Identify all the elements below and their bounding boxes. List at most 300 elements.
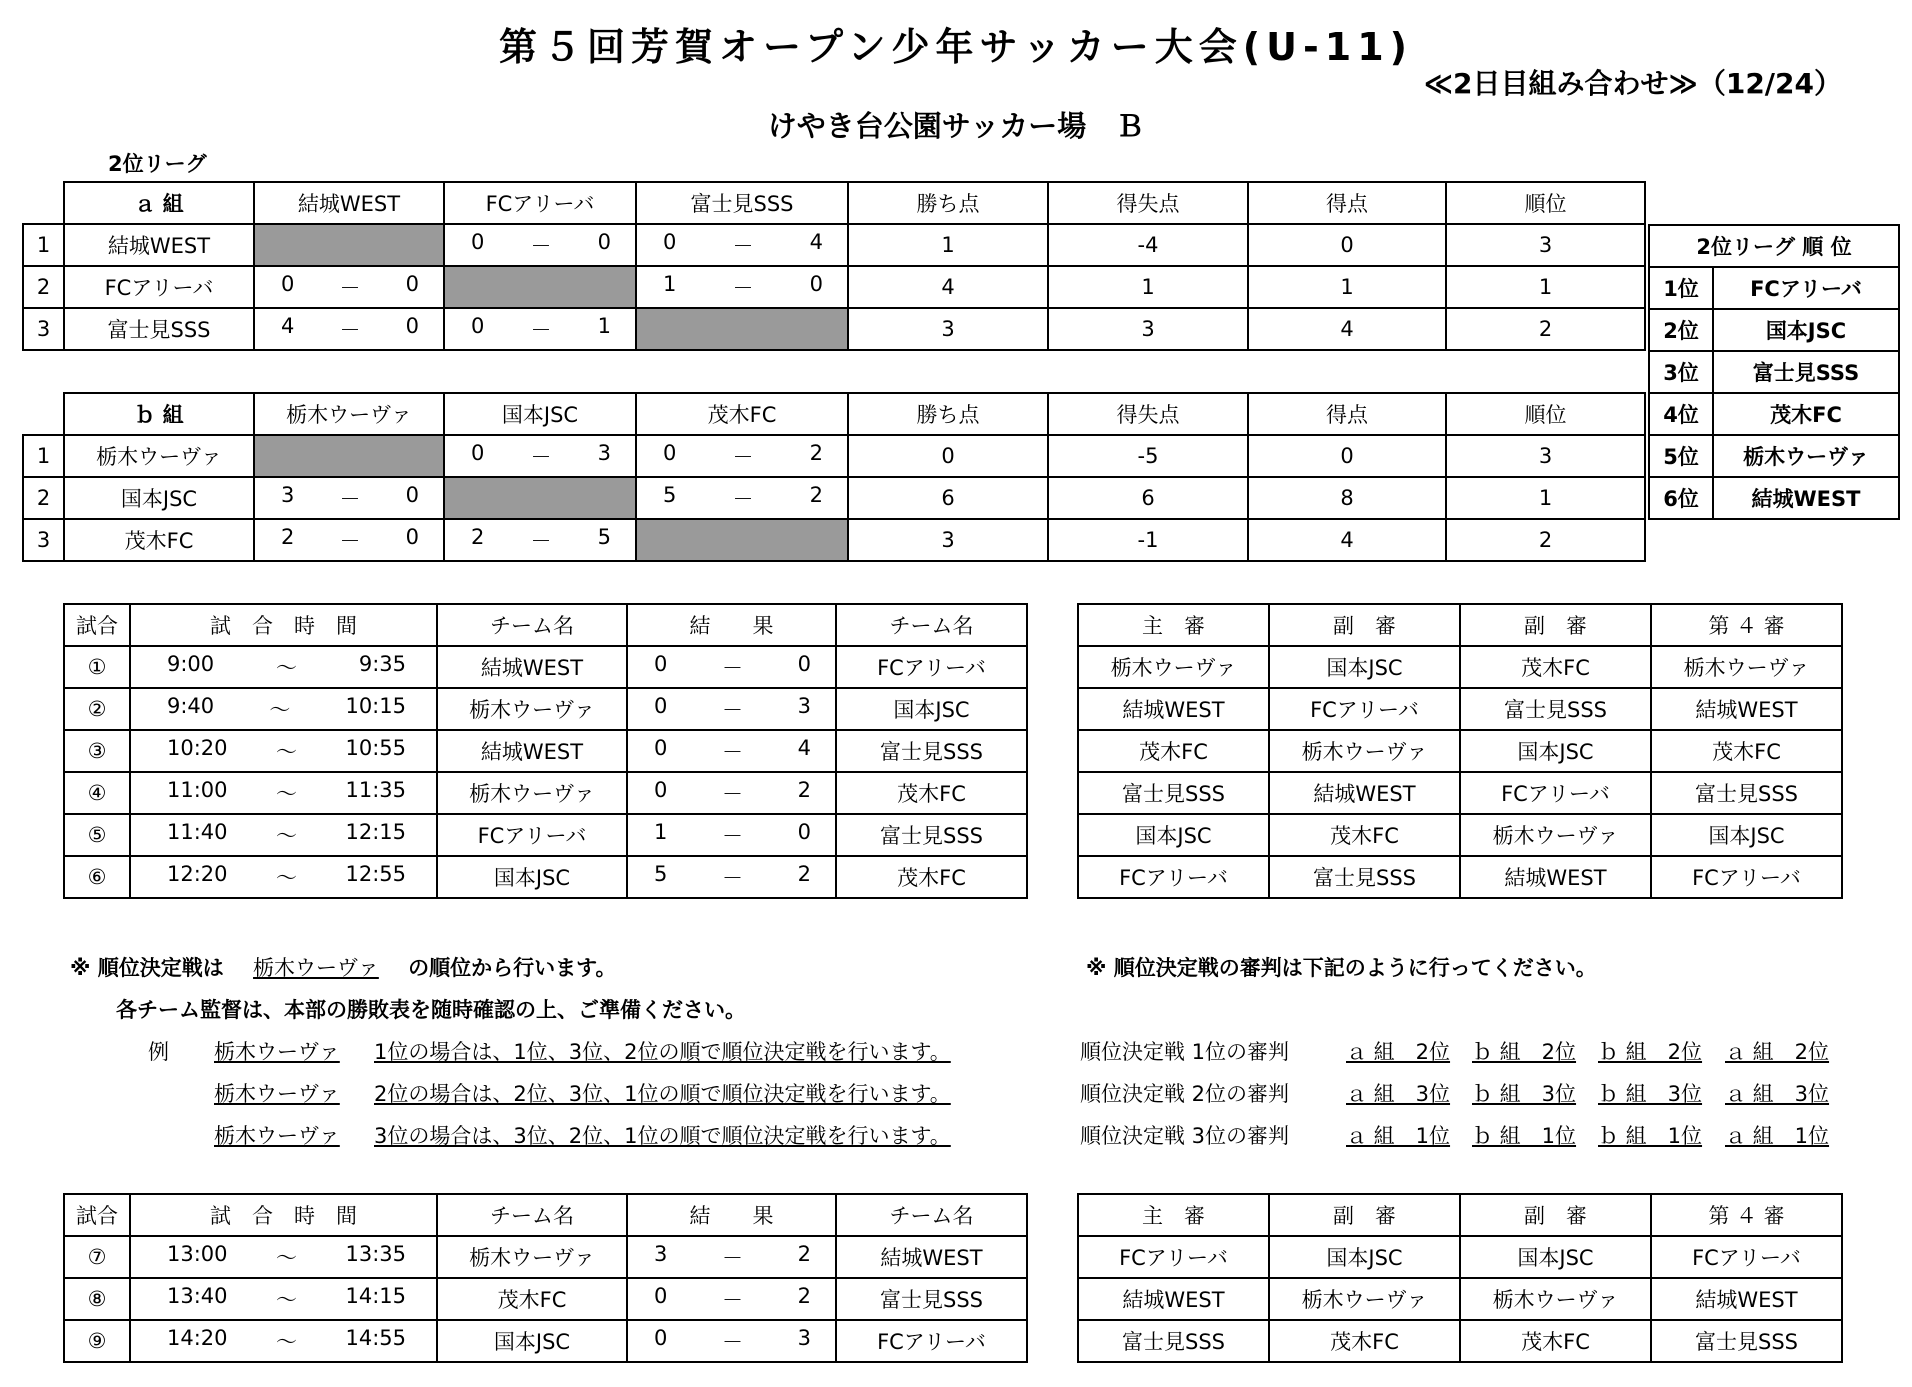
match-row — [64, 772, 1027, 814]
header-result: 結 果 — [627, 1194, 836, 1236]
score-left: 0 — [281, 272, 295, 296]
match-number: ⑧ — [64, 1278, 130, 1320]
score-home: 0 — [654, 652, 668, 676]
self-match-cell — [444, 477, 636, 519]
column-header: 栃木ウーヴァ — [254, 393, 444, 435]
goal-diff: 1 — [1048, 266, 1248, 308]
score-home: 0 — [654, 736, 668, 760]
match-number: ① — [64, 646, 130, 688]
goal-diff: -4 — [1048, 224, 1248, 266]
score-left: 4 — [281, 314, 295, 338]
match-time — [130, 814, 437, 856]
tilde: ～ — [269, 698, 291, 722]
score-right: 0 — [405, 314, 419, 338]
score-dash: － — [732, 487, 754, 511]
row-number: 2 — [23, 266, 64, 308]
score-right: 2 — [809, 441, 823, 465]
ranking-row — [1649, 435, 1899, 477]
referee-team: 栃木ウーヴァ — [1078, 646, 1269, 688]
tilde: ～ — [276, 866, 297, 890]
match-row — [64, 1278, 1027, 1320]
tilde: ～ — [276, 740, 297, 764]
schedule-table-1 — [63, 603, 1028, 899]
example-text: 3位の場合は、3位、2位、1位の順で順位決定戦を行います。 — [374, 1124, 951, 1148]
venue-title: けやき台公園サッカー場 Ｂ — [767, 109, 1145, 143]
match-score — [444, 308, 636, 350]
away-team: 茂木FC — [836, 772, 1027, 814]
score-away: 2 — [797, 862, 811, 886]
away-team: 結城WEST — [836, 1236, 1027, 1278]
away-team: 富士見SSS — [836, 730, 1027, 772]
score-right: 0 — [809, 272, 823, 296]
referee-team: FCアリーバ — [1460, 772, 1651, 814]
referee-team: 国本JSC — [1460, 1236, 1651, 1278]
score-away: 3 — [797, 694, 811, 718]
score-dash: － — [722, 740, 743, 764]
referee-team: 富士見SSS — [1460, 688, 1651, 730]
note-line-1: ※ 順位決定戦は 栃木ウーヴァ の順位から行います。 — [70, 956, 617, 980]
group-name: ａ 組 — [64, 182, 254, 224]
referee-team: FCアリーバ — [1269, 688, 1460, 730]
match-number: ③ — [64, 730, 130, 772]
header-match: 試合 — [64, 604, 130, 646]
ref-rule-assignment: ａ 組 1位 — [1725, 1124, 1830, 1148]
rank: 3 — [1446, 435, 1645, 477]
score-dash: － — [722, 782, 743, 806]
start-time: 11:00 — [167, 778, 228, 802]
referee-team: FCアリーバ — [1078, 1236, 1269, 1278]
score-dash: － — [732, 234, 754, 258]
score-dash: － — [530, 445, 552, 469]
example-text: 1位の場合は、1位、3位、2位の順で順位決定戦を行います。 — [374, 1040, 951, 1064]
header-time: 試 合 時 間 — [130, 1194, 437, 1236]
score-away: 2 — [797, 778, 811, 802]
match-time — [130, 1236, 437, 1278]
schedule-header-row — [64, 1194, 1027, 1236]
ref-note: ※ 順位決定戦の審判は下記のように行ってください。 — [1086, 956, 1597, 980]
row-number: 1 — [23, 224, 64, 266]
referee-team: 富士見SSS — [1078, 772, 1269, 814]
rank: 2 — [1446, 308, 1645, 350]
blank-cell — [23, 182, 64, 224]
score-right: 0 — [405, 272, 419, 296]
header-main-ref: 主 審 — [1078, 604, 1269, 646]
goals: 4 — [1248, 519, 1446, 561]
points: 3 — [848, 519, 1048, 561]
row-number: 3 — [23, 308, 64, 350]
referee-team: 国本JSC — [1651, 814, 1842, 856]
ranking-position: 2位 — [1649, 309, 1713, 351]
header-fourth-ref: 第 ４ 審 — [1651, 604, 1842, 646]
match-score — [636, 435, 848, 477]
score-left: 3 — [281, 483, 295, 507]
score-left: 0 — [471, 230, 485, 254]
ref-rule-label: 順位決定戦 3位の審判 — [1080, 1124, 1290, 1148]
end-time: 12:15 — [345, 820, 406, 844]
end-time: 9:35 — [358, 652, 406, 676]
start-time: 10:20 — [167, 736, 228, 760]
goal-diff: 3 — [1048, 308, 1248, 350]
match-time — [130, 730, 437, 772]
score-right: 4 — [809, 230, 823, 254]
match-score — [444, 519, 636, 561]
ref-rule-assignment: ｂ 組 1位 — [1472, 1124, 1577, 1148]
column-header: 結城WEST — [254, 182, 444, 224]
referee-row — [1078, 814, 1842, 856]
match-result — [627, 772, 836, 814]
tilde: ～ — [276, 656, 297, 680]
score-home: 3 — [654, 1242, 668, 1266]
start-time: 11:40 — [167, 820, 228, 844]
referee-row — [1078, 772, 1842, 814]
column-header: 茂木FC — [636, 393, 848, 435]
self-match-cell — [444, 266, 636, 308]
match-row — [64, 1236, 1027, 1278]
points: 3 — [848, 308, 1048, 350]
points: 6 — [848, 477, 1048, 519]
header-result: 結 果 — [627, 604, 836, 646]
referee-table-1 — [1077, 603, 1843, 899]
score-away: 2 — [797, 1242, 811, 1266]
ranking-team: 結城WEST — [1713, 477, 1899, 519]
match-time — [130, 646, 437, 688]
away-team: FCアリーバ — [836, 1320, 1027, 1362]
match-number: ⑤ — [64, 814, 130, 856]
match-row — [64, 688, 1027, 730]
goals: 1 — [1248, 266, 1446, 308]
score-away: 4 — [797, 736, 811, 760]
tilde: ～ — [276, 782, 297, 806]
header-sub-ref: 副 審 — [1460, 1194, 1651, 1236]
match-time — [130, 856, 437, 898]
score-left: 0 — [471, 314, 485, 338]
score-home: 0 — [654, 778, 668, 802]
referee-team: 国本JSC — [1269, 1236, 1460, 1278]
score-home: 0 — [654, 1326, 668, 1350]
referee-row — [1078, 646, 1842, 688]
referee-team: 結城WEST — [1078, 688, 1269, 730]
points: 4 — [848, 266, 1048, 308]
column-header: 国本JSC — [444, 393, 636, 435]
match-score — [254, 266, 444, 308]
points: 0 — [848, 435, 1048, 477]
example-label: 例 — [148, 1040, 169, 1064]
league-label: 2位リーグ — [108, 152, 207, 176]
header-team: チーム名 — [437, 1194, 627, 1236]
ranking-table — [1648, 224, 1900, 520]
match-time — [130, 688, 437, 730]
example-team: 栃木ウーヴァ — [214, 1082, 340, 1106]
match-score — [444, 435, 636, 477]
referee-team: 結城WEST — [1651, 688, 1842, 730]
referee-row — [1078, 856, 1842, 898]
score-away: 3 — [797, 1326, 811, 1350]
match-result — [627, 856, 836, 898]
column-header: 順位 — [1446, 182, 1645, 224]
ranking-title: 2位リーグ 順 位 — [1649, 225, 1899, 267]
score-dash: － — [722, 1330, 743, 1354]
referee-row — [1078, 1236, 1842, 1278]
column-header: 得失点 — [1048, 182, 1248, 224]
score-dash: － — [732, 276, 754, 300]
column-header: 富士見SSS — [636, 182, 848, 224]
note-line-2: 各チーム監督は、本部の勝敗表を随時確認の上、ご準備ください。 — [116, 998, 746, 1022]
header-team2: チーム名 — [836, 1194, 1027, 1236]
score-home: 1 — [654, 820, 668, 844]
match-time — [130, 1278, 437, 1320]
match-row — [64, 730, 1027, 772]
score-dash: － — [530, 529, 552, 553]
goal-diff: -5 — [1048, 435, 1248, 477]
score-dash: － — [530, 234, 552, 258]
score-away: 0 — [797, 820, 811, 844]
tilde: ～ — [276, 1246, 297, 1270]
blank-cell — [23, 393, 64, 435]
page-title: 第５回芳賀オープン少年サッカー大会(U-11) — [498, 25, 1414, 69]
score-dash: － — [339, 487, 361, 511]
match-row — [64, 1320, 1027, 1362]
tilde: ～ — [276, 1288, 297, 1312]
end-time: 14:55 — [345, 1326, 406, 1350]
ref-rule-assignment: ｂ 組 2位 — [1598, 1040, 1703, 1064]
referee-team: 茂木FC — [1269, 1320, 1460, 1362]
ref-rule-assignment: ａ 組 3位 — [1725, 1082, 1830, 1106]
end-time: 10:15 — [345, 694, 406, 718]
score-left: 1 — [663, 272, 677, 296]
note-team: 栃木ウーヴァ — [253, 956, 379, 980]
ranking-team: 栃木ウーヴァ — [1713, 435, 1899, 477]
score-right: 3 — [597, 441, 611, 465]
goal-diff: 6 — [1048, 477, 1248, 519]
match-number: ⑨ — [64, 1320, 130, 1362]
rank: 3 — [1446, 224, 1645, 266]
match-result — [627, 646, 836, 688]
referee-team: FCアリーバ — [1651, 856, 1842, 898]
header-fourth-ref: 第 ４ 審 — [1651, 1194, 1842, 1236]
self-match-cell — [254, 435, 444, 477]
self-match-cell — [254, 224, 444, 266]
referee-team: 茂木FC — [1269, 814, 1460, 856]
score-left: 0 — [471, 441, 485, 465]
tilde: ～ — [276, 1330, 297, 1354]
match-score — [444, 224, 636, 266]
team-name: 国本JSC — [64, 477, 254, 519]
referee-team: FCアリーバ — [1078, 856, 1269, 898]
match-row — [64, 856, 1027, 898]
self-match-cell — [636, 308, 848, 350]
referee-team: 栃木ウーヴァ — [1269, 730, 1460, 772]
ref-rule-assignment: ａ 組 2位 — [1346, 1040, 1451, 1064]
score-left: 5 — [663, 483, 677, 507]
tilde: ～ — [276, 824, 297, 848]
ref-rule-assignment: ａ 組 2位 — [1725, 1040, 1830, 1064]
team-name: 富士見SSS — [64, 308, 254, 350]
header-team2: チーム名 — [836, 604, 1027, 646]
end-time: 12:55 — [345, 862, 406, 886]
rank: 1 — [1446, 477, 1645, 519]
score-dash: － — [722, 1288, 743, 1312]
score-left: 0 — [663, 441, 677, 465]
column-header: FCアリーバ — [444, 182, 636, 224]
referee-team: 富士見SSS — [1651, 1320, 1842, 1362]
column-header: 得失点 — [1048, 393, 1248, 435]
ranking-row — [1649, 267, 1899, 309]
end-time: 11:35 — [345, 778, 406, 802]
ref-rule-assignment: ａ 組 3位 — [1346, 1082, 1451, 1106]
ranking-team: 富士見SSS — [1713, 351, 1899, 393]
referee-team: 栃木ウーヴァ — [1460, 814, 1651, 856]
match-row — [64, 646, 1027, 688]
score-left: 2 — [471, 525, 485, 549]
score-left: 2 — [281, 525, 295, 549]
away-team: 富士見SSS — [836, 814, 1027, 856]
referee-team: 栃木ウーヴァ — [1651, 646, 1842, 688]
home-team: FCアリーバ — [437, 814, 627, 856]
ref-rule-label: 順位決定戦 1位の審判 — [1080, 1040, 1290, 1064]
score-right: 2 — [809, 483, 823, 507]
referee-header-row — [1078, 604, 1842, 646]
referee-team: 結城WEST — [1269, 772, 1460, 814]
referee-row — [1078, 1320, 1842, 1362]
goal-diff: -1 — [1048, 519, 1248, 561]
referee-table-2 — [1077, 1193, 1843, 1363]
column-header: 勝ち点 — [848, 393, 1048, 435]
goals: 0 — [1248, 224, 1446, 266]
table-row — [23, 519, 1645, 561]
match-result — [627, 1278, 836, 1320]
column-header: 順位 — [1446, 393, 1645, 435]
example-team: 栃木ウーヴァ — [214, 1040, 340, 1064]
team-name: 栃木ウーヴァ — [64, 435, 254, 477]
match-result — [627, 814, 836, 856]
schedule-header-row — [64, 604, 1027, 646]
ranking-team: 国本JSC — [1713, 309, 1899, 351]
referee-team: 茂木FC — [1651, 730, 1842, 772]
start-time: 13:00 — [167, 1242, 228, 1266]
end-time: 14:15 — [345, 1284, 406, 1308]
match-score — [254, 519, 444, 561]
referee-team: FCアリーバ — [1651, 1236, 1842, 1278]
ranking-team: FCアリーバ — [1713, 267, 1899, 309]
referee-team: 栃木ウーヴァ — [1460, 1278, 1651, 1320]
match-result — [627, 688, 836, 730]
score-left: 0 — [663, 230, 677, 254]
score-dash: － — [722, 656, 743, 680]
header-time: 試 合 時 間 — [130, 604, 437, 646]
referee-team: 富士見SSS — [1269, 856, 1460, 898]
score-home: 0 — [654, 1284, 668, 1308]
table-row — [23, 224, 1645, 266]
self-match-cell — [636, 519, 848, 561]
referee-team: 茂木FC — [1460, 1320, 1651, 1362]
table-row — [23, 266, 1645, 308]
match-score — [254, 308, 444, 350]
home-team: 国本JSC — [437, 1320, 627, 1362]
home-team: 結城WEST — [437, 646, 627, 688]
page-subtitle: ≪2日目組み合わせ≫（12/24） — [1423, 67, 1842, 100]
score-away: 0 — [797, 652, 811, 676]
referee-team: 結城WEST — [1651, 1278, 1842, 1320]
ranking-row — [1649, 393, 1899, 435]
group-name: ｂ 組 — [64, 393, 254, 435]
referee-team: 国本JSC — [1078, 814, 1269, 856]
team-name: 茂木FC — [64, 519, 254, 561]
match-score — [636, 224, 848, 266]
match-result — [627, 1320, 836, 1362]
home-team: 栃木ウーヴァ — [437, 688, 627, 730]
score-right: 0 — [405, 483, 419, 507]
start-time: 13:40 — [167, 1284, 228, 1308]
header-team: チーム名 — [437, 604, 627, 646]
score-right: 0 — [597, 230, 611, 254]
match-number: ④ — [64, 772, 130, 814]
referee-team: 富士見SSS — [1651, 772, 1842, 814]
match-score — [636, 266, 848, 308]
row-number: 1 — [23, 435, 64, 477]
home-team: 国本JSC — [437, 856, 627, 898]
team-name: 結城WEST — [64, 224, 254, 266]
match-time — [130, 1320, 437, 1362]
match-score — [636, 477, 848, 519]
header-sub-ref: 副 審 — [1269, 1194, 1460, 1236]
ranking-position: 6位 — [1649, 477, 1713, 519]
referee-team: 結城WEST — [1460, 856, 1651, 898]
referee-team: 茂木FC — [1078, 730, 1269, 772]
header-match: 試合 — [64, 1194, 130, 1236]
ref-rule-assignment: ｂ 組 2位 — [1472, 1040, 1577, 1064]
group-b-table — [22, 392, 1646, 562]
ref-rule-assignment: ｂ 組 1位 — [1598, 1124, 1703, 1148]
away-team: 茂木FC — [836, 856, 1027, 898]
score-dash: － — [339, 529, 361, 553]
score-dash: － — [722, 698, 743, 722]
match-score — [254, 477, 444, 519]
group-a-table — [22, 181, 1646, 351]
match-result — [627, 1236, 836, 1278]
ranking-row — [1649, 477, 1899, 519]
schedule-table-2 — [63, 1193, 1028, 1363]
match-result — [627, 730, 836, 772]
start-time: 14:20 — [167, 1326, 228, 1350]
home-team: 栃木ウーヴァ — [437, 772, 627, 814]
ref-rule-assignment: ｂ 組 3位 — [1598, 1082, 1703, 1106]
end-time: 13:35 — [345, 1242, 406, 1266]
ranking-team: 茂木FC — [1713, 393, 1899, 435]
header-sub-ref: 副 審 — [1460, 604, 1651, 646]
referee-team: 栃木ウーヴァ — [1269, 1278, 1460, 1320]
row-number: 2 — [23, 477, 64, 519]
score-dash: － — [530, 318, 552, 342]
score-right: 5 — [597, 525, 611, 549]
row-number: 3 — [23, 519, 64, 561]
score-home: 5 — [654, 862, 668, 886]
referee-row — [1078, 688, 1842, 730]
ref-rule-assignment: ａ 組 1位 — [1346, 1124, 1451, 1148]
table-row — [23, 308, 1645, 350]
ref-rule-assignment: ｂ 組 3位 — [1472, 1082, 1577, 1106]
home-team: 結城WEST — [437, 730, 627, 772]
rank: 2 — [1446, 519, 1645, 561]
group-header-row — [23, 182, 1645, 224]
start-time: 9:00 — [167, 652, 215, 676]
goals: 8 — [1248, 477, 1446, 519]
away-team: 国本JSC — [836, 688, 1027, 730]
away-team: FCアリーバ — [836, 646, 1027, 688]
end-time: 10:55 — [345, 736, 406, 760]
match-time — [130, 772, 437, 814]
ranking-position: 5位 — [1649, 435, 1713, 477]
header-sub-ref: 副 審 — [1269, 604, 1460, 646]
